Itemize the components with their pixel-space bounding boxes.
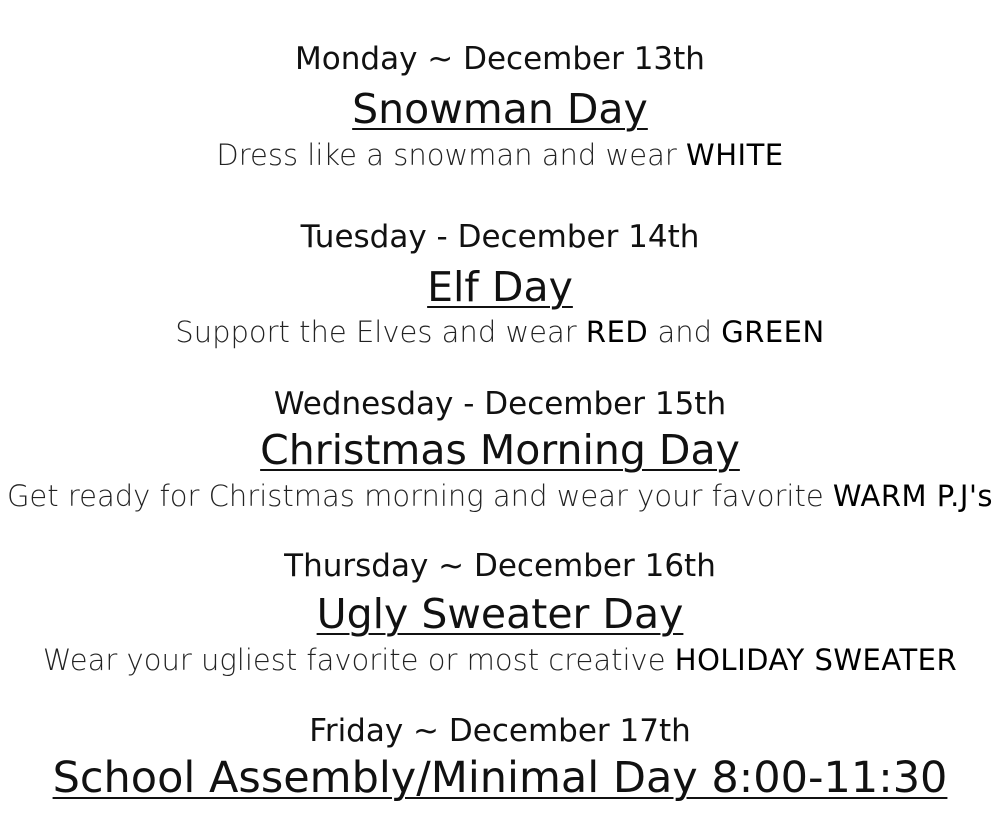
description-text: Dress like a snowman and wear — [216, 138, 687, 172]
description-emphasis: GREEN — [721, 315, 825, 349]
event-description-tuesday — [0, 315, 1000, 349]
event-title-school-assembly: School Assembly/Minimal Day 8:00-11:30 — [52, 753, 948, 803]
description-emphasis: WHITE — [686, 138, 784, 172]
event-title-snowman-day: Snowman Day — [352, 85, 648, 133]
event-date-tuesday: Tuesday - December 14th — [300, 219, 700, 255]
description-emphasis: WARM P.J's — [832, 479, 994, 513]
event-title-ugly-sweater-day: Ugly Sweater Day — [316, 590, 684, 638]
event-description-monday — [0, 138, 1000, 172]
description-emphasis: RED — [585, 315, 649, 349]
description-text: and — [648, 315, 722, 349]
event-title-elf-day: Elf Day — [427, 263, 573, 311]
description-text: Wear your ugliest favorite or most creative — [42, 643, 675, 677]
event-date-monday: Monday ~ December 13th — [295, 41, 705, 77]
event-date-wednesday: Wednesday - December 15th — [273, 386, 727, 422]
event-description-thursday — [0, 643, 1000, 677]
description-text: Get ready for Christmas morning and wear your favorite — [6, 479, 833, 513]
description-emphasis: HOLIDAY SWEATER — [674, 643, 958, 677]
event-date-thursday: Thursday ~ December 16th — [284, 548, 716, 584]
event-description-wednesday — [0, 479, 1000, 513]
event-title-christmas-morning-day: Christmas Morning Day — [260, 426, 740, 474]
description-text: Support the Elves and wear — [175, 315, 586, 349]
event-date-friday: Friday ~ December 17th — [309, 713, 691, 749]
